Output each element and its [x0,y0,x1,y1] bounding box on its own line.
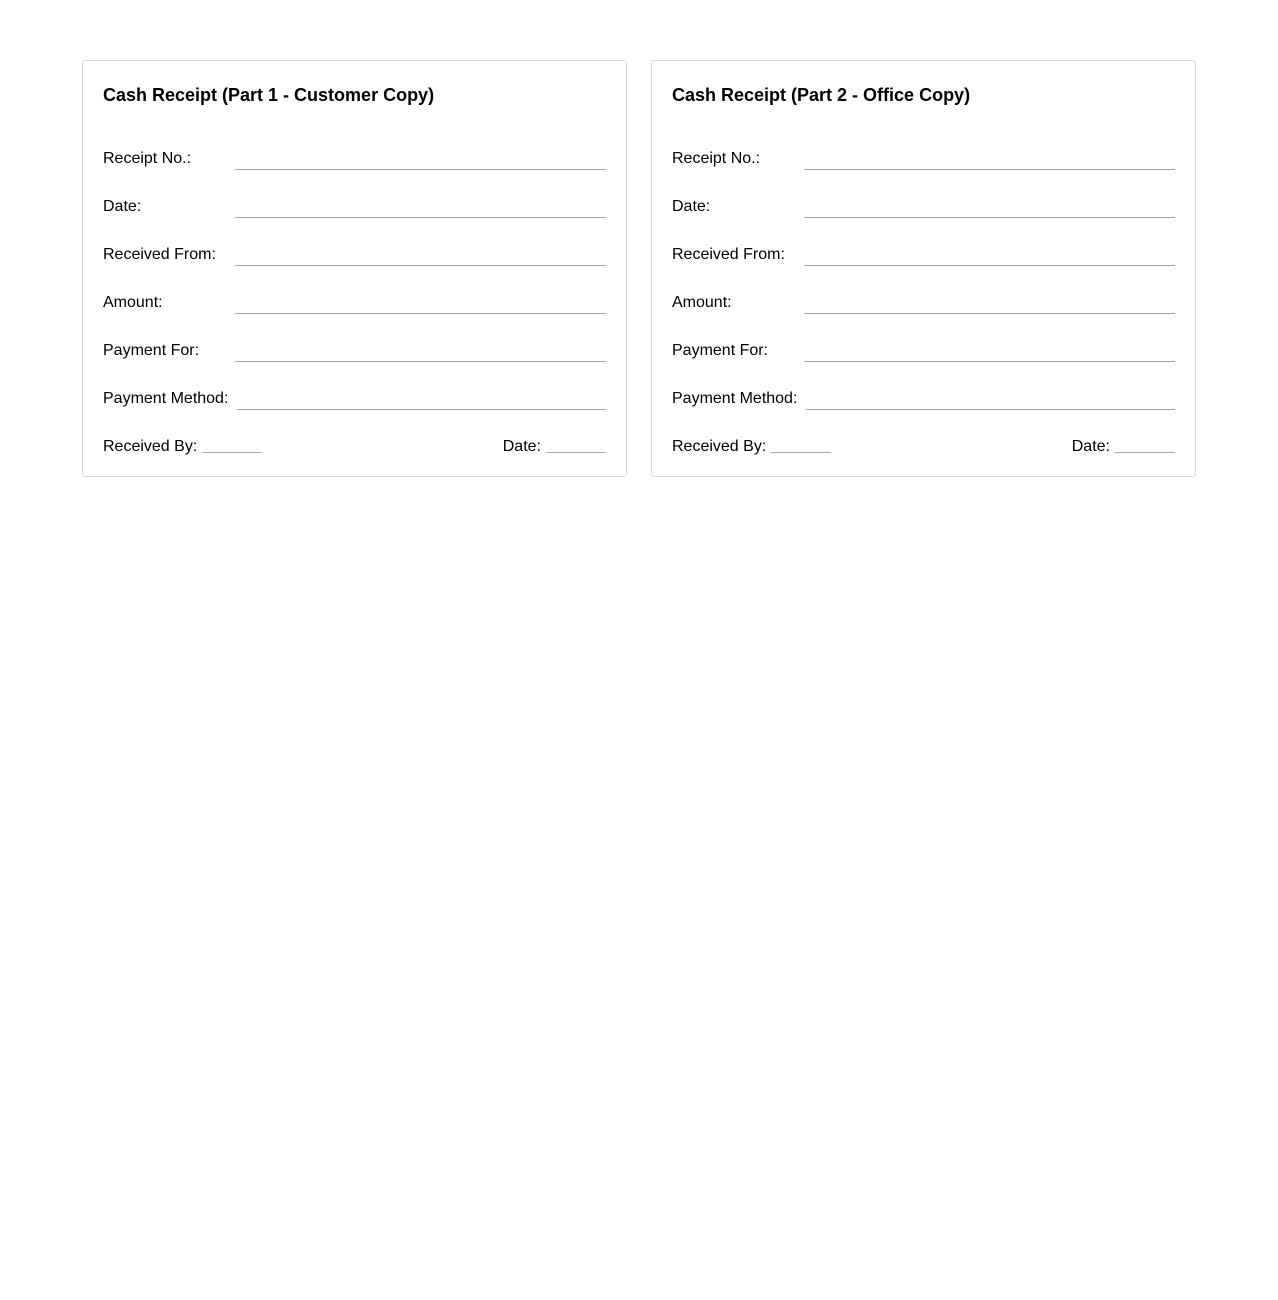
payment-method-label: Payment Method: [103,390,229,407]
received-from-field[interactable] [235,265,606,266]
receipt-no-field[interactable] [804,169,1175,170]
payment-for-field[interactable] [235,361,606,362]
date-row [672,170,1175,218]
footer-date-label: Date: [502,438,541,455]
payment-for-row [103,314,606,362]
payment-for-label: Payment For: [103,342,200,359]
payment-method-label: Payment Method: [672,390,798,407]
received-by-group [103,438,262,456]
received-by-group [672,438,831,456]
received-from-row [103,218,606,266]
receipt-title: Cash Receipt (Part 2 - Office Copy) [672,85,971,105]
received-by-label: Received By: [103,438,198,455]
received-by-field[interactable] [771,452,831,453]
payment-for-label: Payment For: [672,342,769,359]
footer-date-field[interactable] [546,452,606,453]
receipt-no-label: Receipt No.: [103,150,192,167]
payment-method-field[interactable] [806,409,1175,410]
payment-method-field[interactable] [237,409,606,410]
date-row [103,170,606,218]
payment-for-field[interactable] [804,361,1175,362]
received-from-field[interactable] [804,265,1175,266]
payment-method-row [103,362,606,410]
receipts-container [82,60,1196,477]
payment-for-row [672,314,1175,362]
receipt-no-row [103,122,606,170]
received-from-label: Received From: [103,246,216,263]
date-field[interactable] [804,217,1175,218]
receipt-no-field[interactable] [235,169,606,170]
receipt-title: Cash Receipt (Part 1 - Customer Copy) [103,85,435,105]
amount-row [103,266,606,314]
date-field[interactable] [235,217,606,218]
footer-date-label: Date: [1071,438,1110,455]
receipt-office-copy [651,60,1196,477]
footer-date-group [1072,438,1175,456]
receipt-footer [672,438,1175,456]
date-label: Date: [103,198,142,215]
footer-date-field[interactable] [1115,452,1175,453]
receipt-no-label: Receipt No.: [672,150,761,167]
receipt-customer-copy [82,60,627,477]
amount-field[interactable] [235,313,606,314]
receipt-no-row [672,122,1175,170]
received-by-field[interactable] [202,452,262,453]
amount-field[interactable] [804,313,1175,314]
date-label: Date: [672,198,711,215]
amount-label: Amount: [103,294,163,311]
payment-method-row [672,362,1175,410]
received-from-row [672,218,1175,266]
footer-date-group [503,438,606,456]
amount-row [672,266,1175,314]
receipt-footer [103,438,606,456]
amount-label: Amount: [672,294,732,311]
received-from-label: Received From: [672,246,785,263]
received-by-label: Received By: [672,438,767,455]
